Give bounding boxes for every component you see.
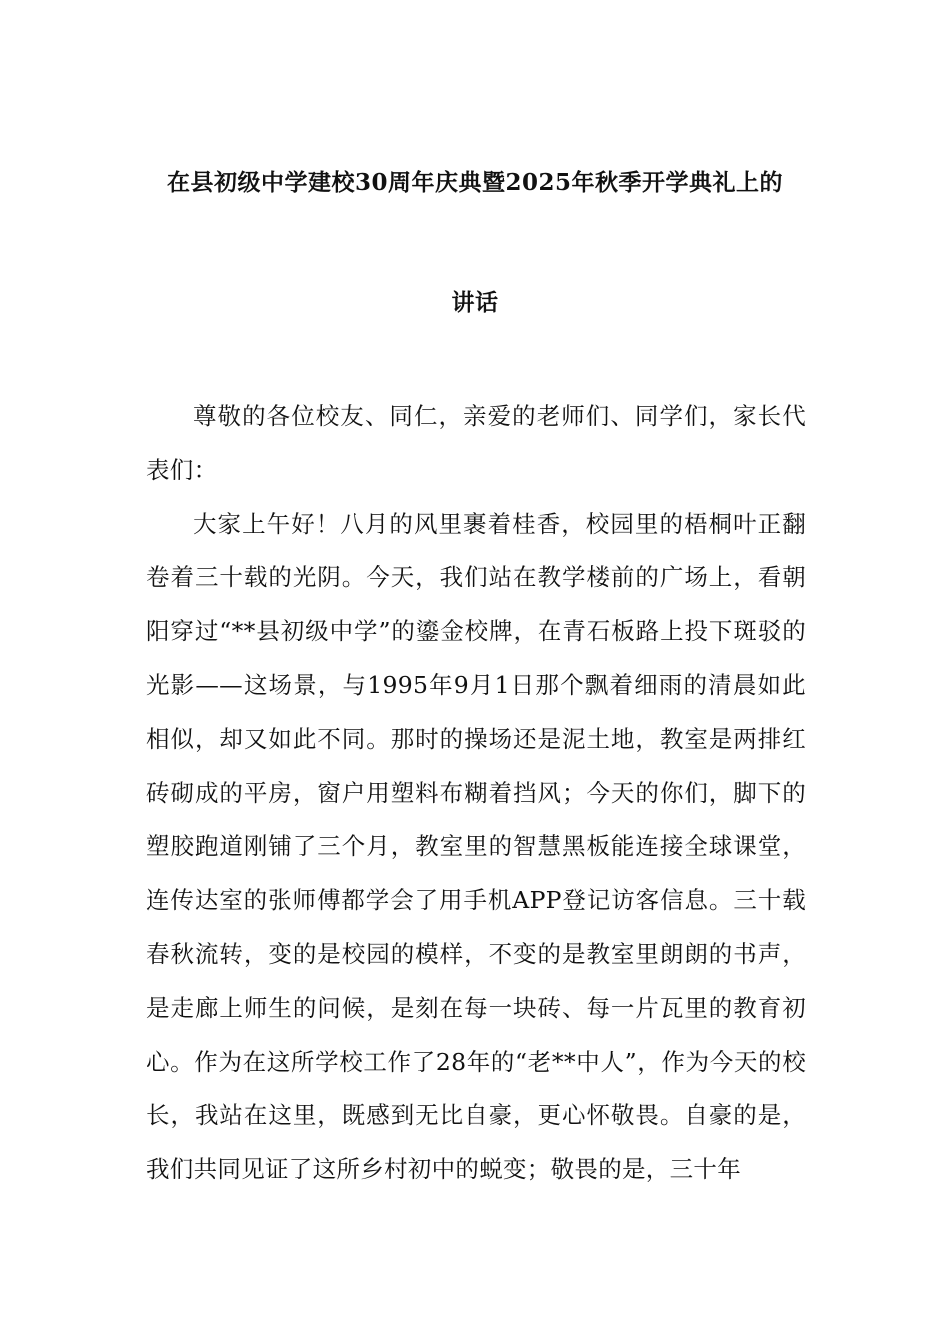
document-title-line-1: 在县初级中学建校30周年庆典暨2025年秋季开学典礼上的 [166, 169, 784, 196]
salutation-paragraph: 尊敬的各位校友、同仁，亲爱的老师们、同学们，家长代表们： [146, 402, 806, 484]
document-title-line-2: 讲话 [451, 289, 499, 316]
body-paragraph: 大家上午好！八月的风里裹着桂香，校园里的梧桐叶正翻卷着三十载的光阴。今天，我们站在教学楼前的广场上，看朝阳穿过“**县初级中学”的鎏金校牌，在青石板路上投下斑驳的光影——这场景，与1995年9月1日那个飘着细雨的清晨如此相似，却又如此不同。那时的操场还是泥土地，教室是两排红砖砌成的平房，窗户用塑料布糊着挡风；今天的你们，脚下的塑胶跑道刚铺了三个月，教室里的智慧黑板能连接全球课堂，连传达室的张师傅都学会了用手机APP登记访客信息。三十载春秋流转，变的是校园的模样，不变的是教室里朗朗的书声，是走廊上师生的问候，是刻在每一块砖、每一片瓦里的教育初心。作为在这所学校工作了28年的“老**中人”，作为今天的校长，我站在这里，既感到无比自豪，更心怀敬畏。自豪的是，我们共同见证了这所乡村初中的蜕变；敬畏的是，三十年 [146, 509, 806, 1184]
document-body [146, 390, 806, 1197]
